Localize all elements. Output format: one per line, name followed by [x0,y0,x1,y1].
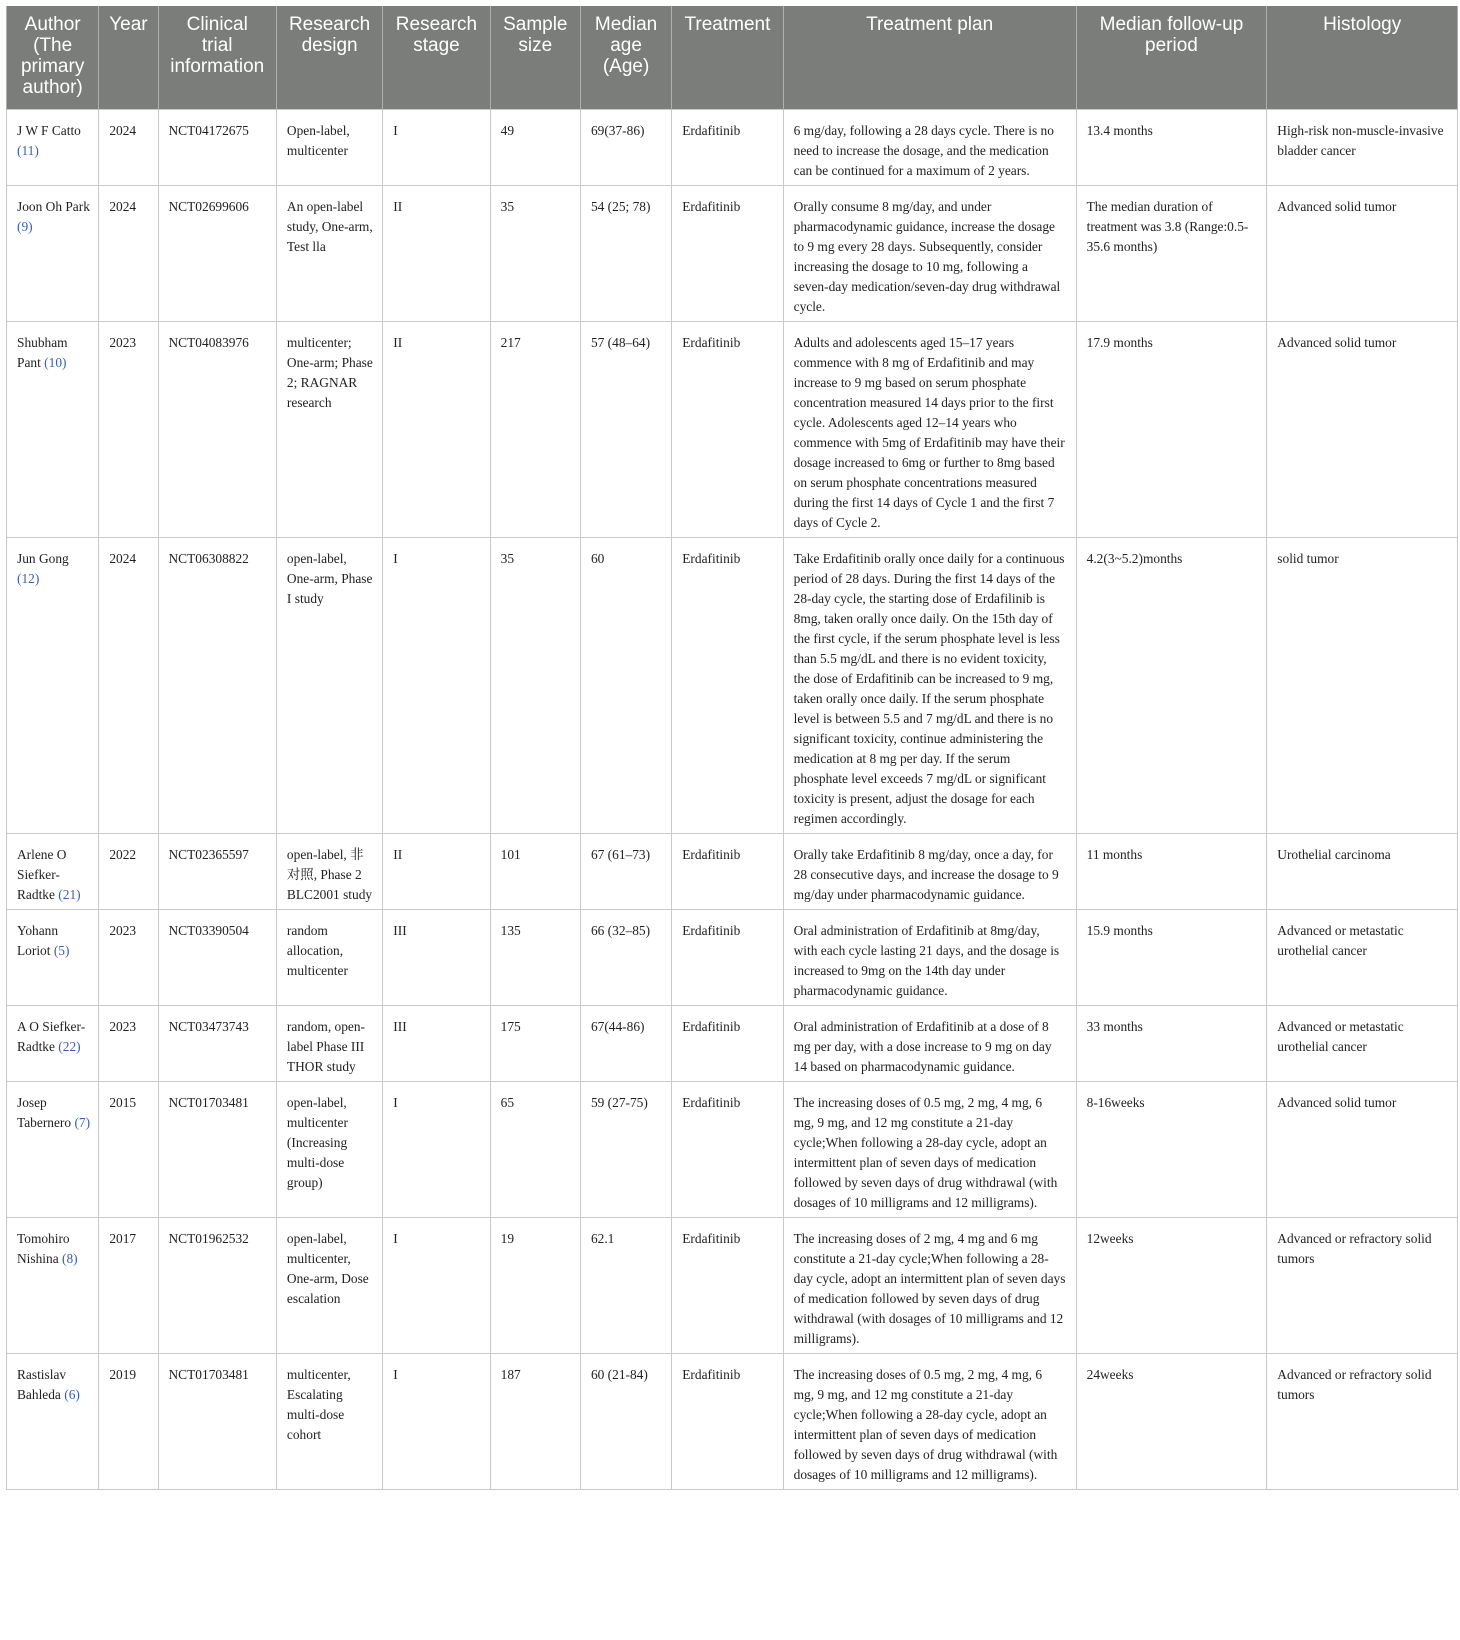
author-cell [7,1082,99,1218]
sample-size-cell: 35 [490,186,580,322]
treatment-cell: Erdafitinib [672,1082,783,1218]
table-row [7,834,1458,910]
author-name: Yohann Loriot [17,923,59,958]
year-cell: 2024 [99,538,158,834]
follow-up-cell: 11 months [1076,834,1267,910]
median-age-cell: 66 (32–85) [580,910,671,1006]
design-cell: open-label, 非对照, Phase 2 BLC2001 study [276,834,382,910]
reference-link[interactable]: (12) [17,571,40,586]
header-sample-size: Sample size [490,6,580,110]
follow-up-cell: 13.4 months [1076,110,1267,186]
sample-size-cell: 135 [490,910,580,1006]
trial-cell: NCT04083976 [158,322,276,538]
trial-cell: NCT03473743 [158,1006,276,1082]
reference-link[interactable]: (5) [53,943,70,958]
author-cell [7,110,99,186]
sample-size-cell: 217 [490,322,580,538]
header-treatment-plan: Treatment plan [783,6,1076,110]
author-name: A O Siefker-Radtke [17,1019,86,1054]
median-age-cell: 60 (21-84) [580,1354,671,1490]
author-name: Jun Gong [17,551,69,566]
table-row [7,1218,1458,1354]
trial-cell: NCT01962532 [158,1218,276,1354]
stage-cell: III [383,910,490,1006]
author-name: J W F Catto [17,123,81,138]
author-name: Tomohiro Nishina [17,1231,70,1266]
reference-link[interactable]: (11) [17,143,39,158]
sample-size-cell: 35 [490,538,580,834]
median-age-cell: 59 (27-75) [580,1082,671,1218]
treatment-cell: Erdafitinib [672,834,783,910]
median-age-cell: 69(37-86) [580,110,671,186]
trial-cell: NCT01703481 [158,1354,276,1490]
histology-cell: Advanced solid tumor [1267,1082,1458,1218]
author-cell [7,834,99,910]
trial-cell: NCT06308822 [158,538,276,834]
design-cell: random, open-label Phase III THOR study [276,1006,382,1082]
histology-cell: Advanced solid tumor [1267,322,1458,538]
stage-cell: I [383,1082,490,1218]
year-cell: 2022 [99,834,158,910]
sample-size-cell: 101 [490,834,580,910]
follow-up-cell: The median duration of treatment was 3.8 (Range:0.5-35.6 months) [1076,186,1267,322]
table-row [7,322,1458,538]
year-cell: 2019 [99,1354,158,1490]
median-age-cell: 67(44-86) [580,1006,671,1082]
trial-cell: NCT01703481 [158,1082,276,1218]
treatment-cell: Erdafitinib [672,186,783,322]
trial-cell: NCT02699606 [158,186,276,322]
author-cell [7,1354,99,1490]
year-cell: 2015 [99,1082,158,1218]
reference-link[interactable]: (21) [58,887,81,902]
sample-size-cell: 65 [490,1082,580,1218]
header-median-follow-up: Median follow-up period [1076,6,1267,110]
treatment-plan-cell: Orally consume 8 mg/day, and under pharmacodynamic guidance, increase the dosage to 9 mg every 28 days. Subsequently, consider increasing the dosage to 10 mg, following a seven-day medication/seven-day drug withdrawal cycle. [783,186,1076,322]
author-name: Rastislav Bahleda [17,1367,67,1402]
follow-up-cell: 24weeks [1076,1354,1267,1490]
treatment-plan-cell: The increasing doses of 0.5 mg, 2 mg, 4 mg, 6 mg, 9 mg, and 12 mg constitute a 21-day cycle;When following a 28-day cycle, adopt an intermittent plan of seven days of medication followed by seven days of drug withdrawal (with dosages of 10 milligrams and 12 milligrams). [783,1354,1076,1490]
reference-link[interactable]: (8) [62,1251,78,1266]
author-cell [7,538,99,834]
table-body [7,110,1458,1490]
histology-cell: solid tumor [1267,538,1458,834]
table-row [7,538,1458,834]
stage-cell: II [383,834,490,910]
treatment-plan-cell: 6 mg/day, following a 28 days cycle. There is no need to increase the dosage, and the medication can be continued for a maximum of 2 years. [783,110,1076,186]
stage-cell: II [383,322,490,538]
table-row [7,186,1458,322]
year-cell: 2023 [99,322,158,538]
follow-up-cell: 15.9 months [1076,910,1267,1006]
follow-up-cell: 33 months [1076,1006,1267,1082]
design-cell: Open-label, multicenter [276,110,382,186]
author-cell [7,322,99,538]
stage-cell: III [383,1006,490,1082]
year-cell: 2024 [99,110,158,186]
histology-cell: Urothelial carcinoma [1267,834,1458,910]
median-age-cell: 62.1 [580,1218,671,1354]
design-cell: open-label, One-arm, Phase I study [276,538,382,834]
header-author: Author (The primary author) [7,6,99,110]
treatment-cell: Erdafitinib [672,910,783,1006]
sample-size-cell: 175 [490,1006,580,1082]
treatment-plan-cell: Adults and adolescents aged 15–17 years commence with 8 mg of Erdafitinib and may increase to 9 mg based on serum phosphate concentration measured 14 days prior to the first cycle. Adolescents aged 12–14 years who commence with 5mg of Erdafitinib may have their dosage increased to 6mg or further to 8mg based on serum phosphate concentrations measured during the first 14 days of Cycle 1 and the first 7 days of Cycle 2. [783,322,1076,538]
follow-up-cell: 17.9 months [1076,322,1267,538]
sample-size-cell: 19 [490,1218,580,1354]
design-cell: random allocation, multicenter [276,910,382,1006]
design-cell: open-label, multicenter, One-arm, Dose escalation [276,1218,382,1354]
treatment-cell: Erdafitinib [672,110,783,186]
stage-cell: I [383,110,490,186]
header-treatment: Treatment [672,6,783,110]
treatment-cell: Erdafitinib [672,1006,783,1082]
treatment-plan-cell: Oral administration of Erdafitinib at a dose of 8 mg per day, with a dose increase to 9 mg on day 14 based on pharmacodynamic guidance. [783,1006,1076,1082]
median-age-cell: 54 (25; 78) [580,186,671,322]
table-row [7,1006,1458,1082]
treatment-cell: Erdafitinib [672,322,783,538]
treatment-plan-cell: The increasing doses of 0.5 mg, 2 mg, 4 mg, 6 mg, 9 mg, and 12 mg constitute a 21-day cycle;When following a 28-day cycle, adopt an intermittent plan of seven days of medication followed by seven days of drug withdrawal (with dosages of 10 milligrams and 12 milligrams). [783,1082,1076,1218]
table-row [7,1082,1458,1218]
histology-cell: Advanced or refractory solid tumors [1267,1218,1458,1354]
reference-link[interactable]: (7) [74,1115,91,1130]
table-row [7,910,1458,1006]
treatment-plan-cell: The increasing doses of 2 mg, 4 mg and 6 mg constitute a 21-day cycle;When following a 28-day cycle, adopt an intermittent plan of seven days of medication followed by seven days of drug withdrawal (with dosages of 10 milligrams and 12 milligrams). [783,1218,1076,1354]
clinical-studies-table [6,6,1458,1490]
treatment-plan-cell: Take Erdafitinib orally once daily for a continuous period of 28 days. During the first 14 days of the 28-day cycle, the starting dose of Erdafilinib is 8mg, taken orally once daily. On the 15th day of the first cycle, if the serum phosphate level is less than 5.5 mg/dL and there is no evident toxicity, the dose of Erdafitinib can be increased to 9 mg, taken orally once daily. If the serum phosphate level is between 5.5 and 7 mg/dL and there is no significant toxicity, continue administering the medication at 8 mg per day. If the serum phosphate level exceeds 7 mg/dL or significant toxicity is present, adjust the dosage for each regimen accordingly. [783,538,1076,834]
trial-cell: NCT04172675 [158,110,276,186]
author-name: Joon Oh Park [17,199,90,214]
author-name: Arlene O Siefker-Radtke [17,847,67,902]
design-cell: multicenter; One-arm; Phase 2; RAGNAR research [276,322,382,538]
treatment-plan-cell: Orally take Erdafitinib 8 mg/day, once a day, for 28 consecutive days, and increase the dosage to 9 mg/day under pharmacodynamic guidance. [783,834,1076,910]
reference-link[interactable]: (9) [17,219,33,234]
reference-link[interactable]: (6) [64,1387,80,1402]
header-year: Year [99,6,158,110]
header-clinical-trial: Clinical trial information [158,6,276,110]
treatment-plan-cell: Oral administration of Erdafitinib at 8mg/day, with each cycle lasting 21 days, and the dosage is increased to 9mg on the 14th day under pharmacodynamic guidance. [783,910,1076,1006]
author-cell [7,1006,99,1082]
follow-up-cell: 8-16weeks [1076,1082,1267,1218]
author-cell [7,186,99,322]
histology-cell: Advanced or metastatic urothelial cancer [1267,910,1458,1006]
sample-size-cell: 49 [490,110,580,186]
histology-cell: Advanced or metastatic urothelial cancer [1267,1006,1458,1082]
reference-link[interactable]: (22) [58,1039,81,1054]
author-cell [7,1218,99,1354]
treatment-cell: Erdafitinib [672,538,783,834]
table-row [7,1354,1458,1490]
header-research-design: Research design [276,6,382,110]
stage-cell: II [383,186,490,322]
trial-cell: NCT02365597 [158,834,276,910]
author-name: Josep Tabernero [17,1095,72,1130]
median-age-cell: 67 (61–73) [580,834,671,910]
median-age-cell: 57 (48–64) [580,322,671,538]
sample-size-cell: 187 [490,1354,580,1490]
author-cell [7,910,99,1006]
reference-link[interactable]: (10) [44,355,67,370]
treatment-cell: Erdafitinib [672,1354,783,1490]
treatment-cell: Erdafitinib [672,1218,783,1354]
histology-cell: Advanced or refractory solid tumors [1267,1354,1458,1490]
stage-cell: I [383,1218,490,1354]
year-cell: 2023 [99,1006,158,1082]
author-name: Shubham Pant [17,335,68,370]
design-cell: multicenter, Escalating multi-dose cohort [276,1354,382,1490]
design-cell: An open-label study, One-arm, Test lla [276,186,382,322]
year-cell: 2024 [99,186,158,322]
median-age-cell: 60 [580,538,671,834]
follow-up-cell: 4.2(3~5.2)months [1076,538,1267,834]
trial-cell: NCT03390504 [158,910,276,1006]
header-histology: Histology [1267,6,1458,110]
design-cell: open-label, multicenter (Increasing multi-dose group) [276,1082,382,1218]
stage-cell: I [383,1354,490,1490]
year-cell: 2017 [99,1218,158,1354]
header-research-stage: Research stage [383,6,490,110]
stage-cell: I [383,538,490,834]
histology-cell: High-risk non-muscle-invasive bladder cancer [1267,110,1458,186]
header-median-age: Median age (Age) [580,6,671,110]
header-row [7,6,1458,110]
follow-up-cell: 12weeks [1076,1218,1267,1354]
histology-cell: Advanced solid tumor [1267,186,1458,322]
year-cell: 2023 [99,910,158,1006]
table-row [7,110,1458,186]
